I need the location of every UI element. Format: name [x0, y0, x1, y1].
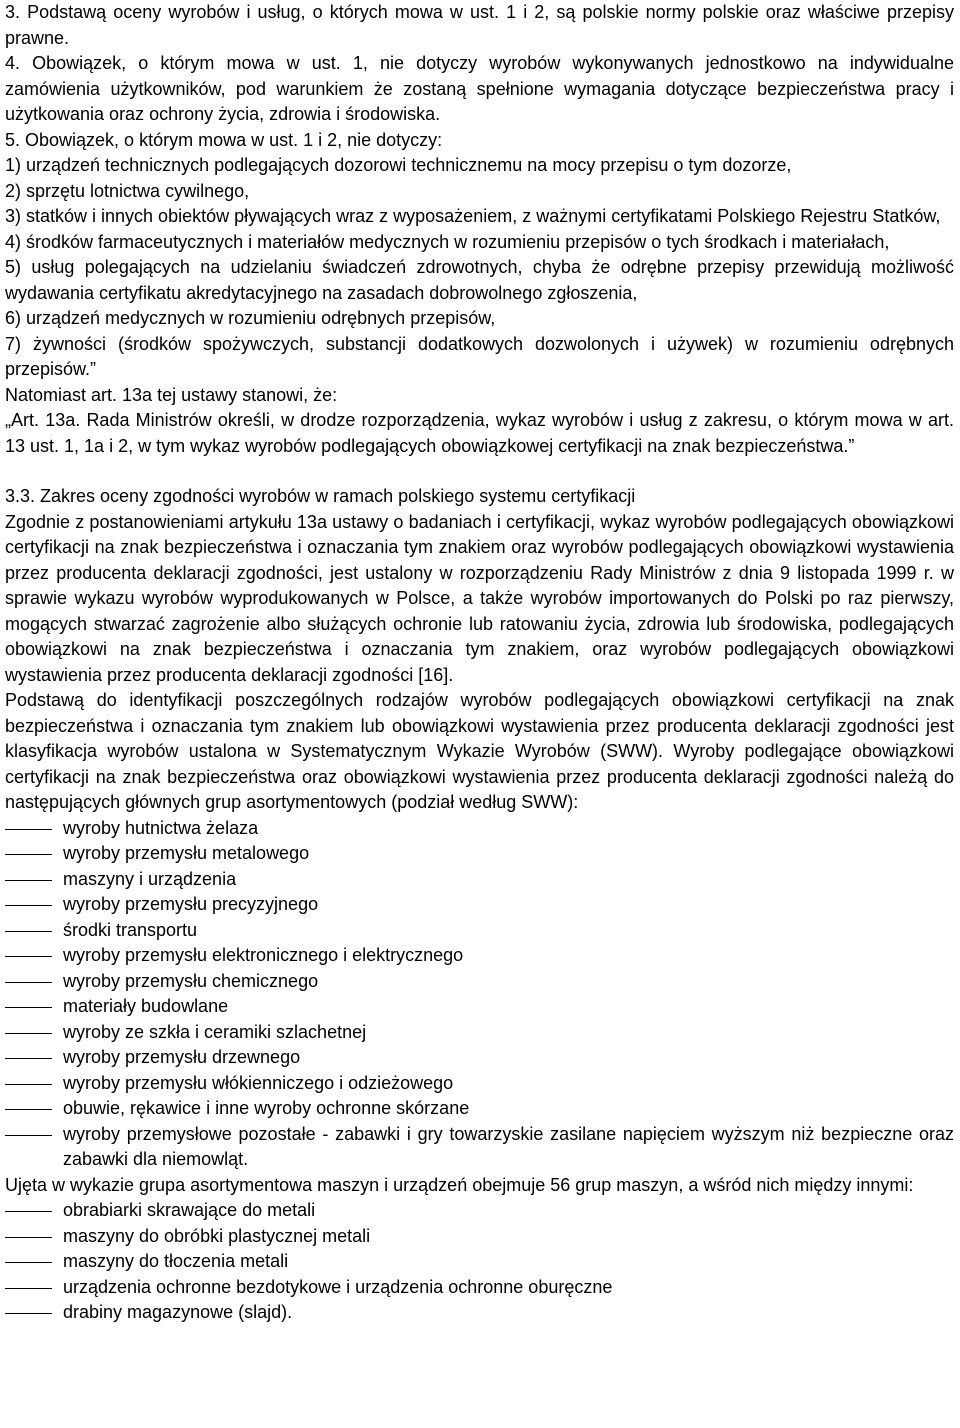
list-item: maszyny do tłoczenia metali	[5, 1249, 954, 1275]
list-item: wyroby przemysłu włókienniczego i odzieżowego	[5, 1071, 954, 1097]
exemption-item-5: 5) usług polegających na udzielaniu świadczeń zdrowotnych, chyba że odrębne przepisy przewidują możliwość wydawania certyfikatu akredytacyjnego na zasadach dobrowolnego zgłoszenia,	[5, 257, 954, 303]
list-item: wyroby przemysłowe pozostałe - zabawki i gry towarzyskie zasilane napięciem wyższym niż bezpieczne oraz zabawki dla niemowląt.	[5, 1122, 954, 1173]
list-item: wyroby hutnictwa żelaza	[5, 816, 954, 842]
product-groups-list	[5, 816, 954, 1173]
list-item: obrabiarki skrawające do metali	[5, 1198, 954, 1224]
list-item: urządzenia ochronne bezdotykowe i urządzenia ochronne oburęczne	[5, 1275, 954, 1301]
art-13a-quote: „Art. 13a. Rada Ministrów określi, w drodze rozporządzenia, wykaz wyrobów i usług z zakresu, o którym mowa w art. 13 ust. 1, 1a i 2, w tym wykaz wyrobów podlegających obowiązkowej certyfikacji na znak bezpieczeństwa.”	[5, 410, 954, 456]
list-item: środki transportu	[5, 918, 954, 944]
paragraph-point-4: 4. Obowiązek, o którym mowa w ust. 1, nie dotyczy wyrobów wykonywanych jednostkowo na indywidualne zamówienia użytkowników, pod warunkiem że zostaną spełnione wymagania dotyczące bezpieczeństwa pracy i użytkowania oraz ochrony życia, zdrowia i środowiska.	[5, 53, 954, 124]
list-item: wyroby ze szkła i ceramiki szlachetnej	[5, 1020, 954, 1046]
section-paragraph-2: Podstawą do identyfikacji poszczególnych rodzajów wyrobów podlegających obowiązkowi certyfikacji na znak bezpieczeństwa i oznaczania tym znakiem lub obowiązkowi wystawienia przez producenta deklaracji zgodności jest klasyfikacja wyrobów ustalona w Systematycznym Wykazie Wyrobów (SWW). Wyroby podlegające obowiązkowi certyfikacji na znak bezpieczeństwa oraz obowiązkowi wystawienia przez producenta deklaracji zgodności należą do następujących głównych grup asortymentowych (podział według SWW):	[5, 690, 954, 812]
section-heading: 3.3. Zakres oceny zgodności wyrobów w ramach polskiego systemu certyfikacji	[5, 486, 636, 506]
exemption-item-1: 1) urządzeń technicznych podlegających dozorowi technicznemu na mocy przepisu o tym dozorze,	[5, 155, 792, 175]
section-paragraph-1: Zgodnie z postanowieniami artykułu 13a ustawy o badaniach i certyfikacji, wykaz wyrobów podlegających obowiązkowi certyfikacji na znak bezpieczeństwa i oznaczania tym znakiem oraz wyrobów podlegających obowiązkowi wystawienia przez producenta deklaracji zgodności, jest ustalony w rozporządzeniu Rady Ministrów z dnia 9 listopada 1999 r. w sprawie wykazu wyrobów wyprodukowanych w Polsce, a także wyrobów importowanych do Polski po raz pierwszy, mogących stwarzać zagrożenie albo służących ochronie lub ratowaniu życia, zdrowia lub środowiska, podlegających obowiązkowi na znak bezpieczeństwa i oznaczania tym znakiem, oraz wyrobów podlegających obowiązkowi wystawienia przez producenta deklaracji zgodności [16].	[5, 511, 954, 685]
list-item: wyroby przemysłu precyzyjnego	[5, 892, 954, 918]
exemption-item-4: 4) środków farmaceutycznych i materiałów medycznych w rozumieniu przepisów o tych środkach i materiałach,	[5, 231, 890, 252]
list-item: obuwie, rękawice i inne wyroby ochronne skórzane	[5, 1096, 954, 1122]
list-item: wyroby przemysłu metalowego	[5, 841, 954, 867]
list-item: drabiny magazynowe (slajd).	[5, 1300, 954, 1326]
paragraph-point-3: 3. Podstawą oceny wyrobów i usług, o których mowa w ust. 1 i 2, są polskie normy polskie oraz właściwe przepisy prawne.	[5, 2, 954, 48]
exemption-item-3: 3) statków i innych obiektów pływających wraz z wyposażeniem, z ważnymi certyfikatami Polskiego Rejestru Statków,	[5, 206, 941, 226]
list-item: wyroby przemysłu elektronicznego i elektrycznego	[5, 943, 954, 969]
exemption-item-2: 2) sprzętu lotnictwa cywilnego,	[5, 180, 250, 201]
list-item: wyroby przemysłu drzewnego	[5, 1045, 954, 1071]
exemption-item-7: 7) żywności (środków spożywczych, substancji dodatkowych dozwolonych i używek) w rozumieniu odrębnych przepisów.”	[5, 333, 954, 379]
list-item: maszyny i urządzenia	[5, 867, 954, 893]
list-item: maszyny do obróbki plastycznej metali	[5, 1224, 954, 1250]
list-item: materiały budowlane	[5, 994, 954, 1020]
art-13a-intro: Natomiast art. 13a tej ustawy stanowi, że:	[5, 384, 338, 405]
list-item: wyroby przemysłu chemicznego	[5, 969, 954, 995]
machines-intro: Ujęta w wykazie grupa asortymentowa maszyn i urządzeń obejmuje 56 grup maszyn, a wśród nich między innymi:	[5, 1174, 914, 1195]
machine-examples-list	[5, 1198, 954, 1326]
paragraph-point-5: 5. Obowiązek, o którym mowa w ust. 1 i 2, nie dotyczy:	[5, 129, 443, 150]
exemption-item-6: 6) urządzeń medycznych w rozumieniu odrębnych przepisów,	[5, 308, 496, 328]
spacer	[5, 459, 954, 484]
